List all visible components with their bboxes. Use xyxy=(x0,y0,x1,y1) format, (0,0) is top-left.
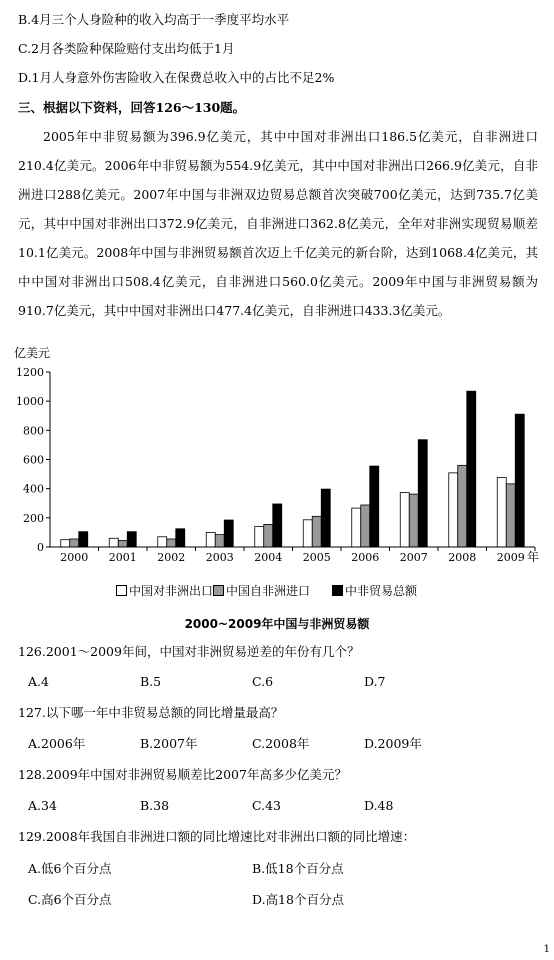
y-tick-label: 800 xyxy=(23,424,44,438)
legend-swatch xyxy=(332,585,343,596)
answer-option: B.5 xyxy=(140,674,162,689)
answer-option: B.低18个百分点 xyxy=(252,861,344,876)
bar xyxy=(264,524,273,547)
bar xyxy=(312,516,321,547)
y-tick-label: 200 xyxy=(23,511,44,525)
answer-option: A.低6个百分点 xyxy=(28,861,112,876)
bar xyxy=(61,540,70,547)
x-tick-label: 2000 xyxy=(60,551,89,564)
bar xyxy=(273,504,282,547)
legend-label: 中非贸易总额 xyxy=(345,584,418,598)
bar xyxy=(361,505,370,547)
bar xyxy=(497,477,506,547)
bar xyxy=(118,540,127,547)
answer-option: D.48 xyxy=(364,798,394,813)
bar xyxy=(449,473,458,547)
legend-swatch xyxy=(116,585,127,596)
bar xyxy=(506,484,515,547)
option-text: D.1月人身意外伤害险收入在保费总收入中的占比不足2% xyxy=(18,70,335,85)
bar xyxy=(176,529,185,547)
chart-title: 2000~2009年中国与非洲贸易额 xyxy=(184,617,370,631)
answer-option: C.43 xyxy=(252,798,281,813)
answer-option: A.4 xyxy=(28,674,49,689)
legend-label: 中国自非洲进口 xyxy=(226,584,311,598)
bar xyxy=(400,493,409,547)
answer-option: C.6 xyxy=(252,674,274,689)
bar xyxy=(167,539,176,547)
answer-option: A.2006年 xyxy=(28,736,86,751)
bar xyxy=(79,532,88,547)
bar xyxy=(255,527,264,547)
bar xyxy=(458,465,467,547)
passage-text: 2005年中非贸易额为396.9亿美元，其中中国对非洲出口186.5亿美元，自非洲进口210.4亿美元。2006年中非贸易额为554.9亿美元，其中中国对非洲出口266.9亿美元，自非洲进口288亿美元。2007年中国与非洲双边贸易总额首次突破700亿美元，达到735.7亿美元，其中中国对非洲出口372.9亿美元，自非洲进口362.8亿美元，全年对非洲实现贸易顺差10.1亿美元。2008年中国与非洲贸易额首次迈上千亿美元的新台阶，达到1068.4亿美元，其中中国对非洲出口508.4亿美元，自非洲进口560.0亿美元。2009年中国与非洲贸易额为910.7亿美元，其中中国对非洲出口477.4亿美元，自非洲进口433.3亿美元。 xyxy=(18,129,538,318)
x-tick-label: 2007 xyxy=(399,551,428,564)
page-number: 1 xyxy=(543,944,550,955)
section-heading: 三、根据以下资料，回答126～130题。 xyxy=(18,100,246,115)
bar xyxy=(215,535,224,547)
bar xyxy=(70,539,79,547)
bar xyxy=(303,520,312,547)
y-tick-label: 400 xyxy=(23,482,44,496)
question-stem: 127.以下哪一年中非贸易总额的同比增量最高？ xyxy=(18,705,284,720)
bar xyxy=(224,520,233,547)
bar xyxy=(352,508,361,547)
y-tick-label: 600 xyxy=(23,453,44,467)
option-text: B.4月三个人身险种的收入均高于一季度平均水平 xyxy=(18,12,290,27)
answer-option: B.2007年 xyxy=(140,736,198,751)
question-stem: 126.2001～2009年间，中国对非洲贸易逆差的年份有几个？ xyxy=(18,644,360,659)
answer-option: D.2009年 xyxy=(364,736,422,751)
bar xyxy=(409,494,418,547)
answer-option: D.7 xyxy=(364,674,386,689)
answer-option: A.34 xyxy=(28,798,57,813)
bar xyxy=(206,532,215,547)
y-axis-unit-label: 亿美元 xyxy=(14,346,51,360)
legend-label: 中国对非洲出口 xyxy=(129,584,214,598)
bar xyxy=(370,466,379,547)
question-stem: 128.2009年中国对非洲贸易顺差比2007年高多少亿美元？ xyxy=(18,767,347,782)
x-tick-label: 2006 xyxy=(351,551,380,564)
y-tick-label: 0 xyxy=(37,541,44,554)
legend-item-import xyxy=(213,584,310,598)
x-tick-label: 2008 xyxy=(448,551,477,564)
answer-option: C.高6个百分点 xyxy=(28,892,112,907)
option-text: C.2月各类险种保险赔付支出均低于1月 xyxy=(18,41,235,56)
answer-option: D.高18个百分点 xyxy=(252,892,344,907)
bar xyxy=(127,532,136,547)
x-tick-label: 2002 xyxy=(157,551,186,564)
legend-item-export xyxy=(116,584,213,598)
y-tick-label: 1200 xyxy=(16,366,44,379)
bar xyxy=(109,538,118,547)
bar xyxy=(515,414,524,547)
answer-option: C.2008年 xyxy=(252,736,310,751)
x-tick-label: 2001 xyxy=(108,551,137,564)
bar xyxy=(418,440,427,547)
legend-item-total xyxy=(332,584,417,598)
bar xyxy=(158,537,167,547)
y-tick-label: 1000 xyxy=(16,395,44,409)
bar xyxy=(467,391,476,547)
x-tick-label: 2003 xyxy=(205,551,234,564)
question-stem: 129.2008年我国自非洲进口额的同比增速比对非洲出口额的同比增速： xyxy=(18,829,416,844)
x-axis-unit-label: 年 xyxy=(527,550,540,564)
trade-bar-chart xyxy=(0,345,554,580)
answer-option: B.38 xyxy=(140,798,170,813)
x-tick-label: 2009 xyxy=(496,551,525,564)
x-tick-label: 2004 xyxy=(254,551,283,564)
legend-swatch xyxy=(213,585,224,596)
x-tick-label: 2005 xyxy=(302,551,331,564)
bar xyxy=(321,489,330,547)
